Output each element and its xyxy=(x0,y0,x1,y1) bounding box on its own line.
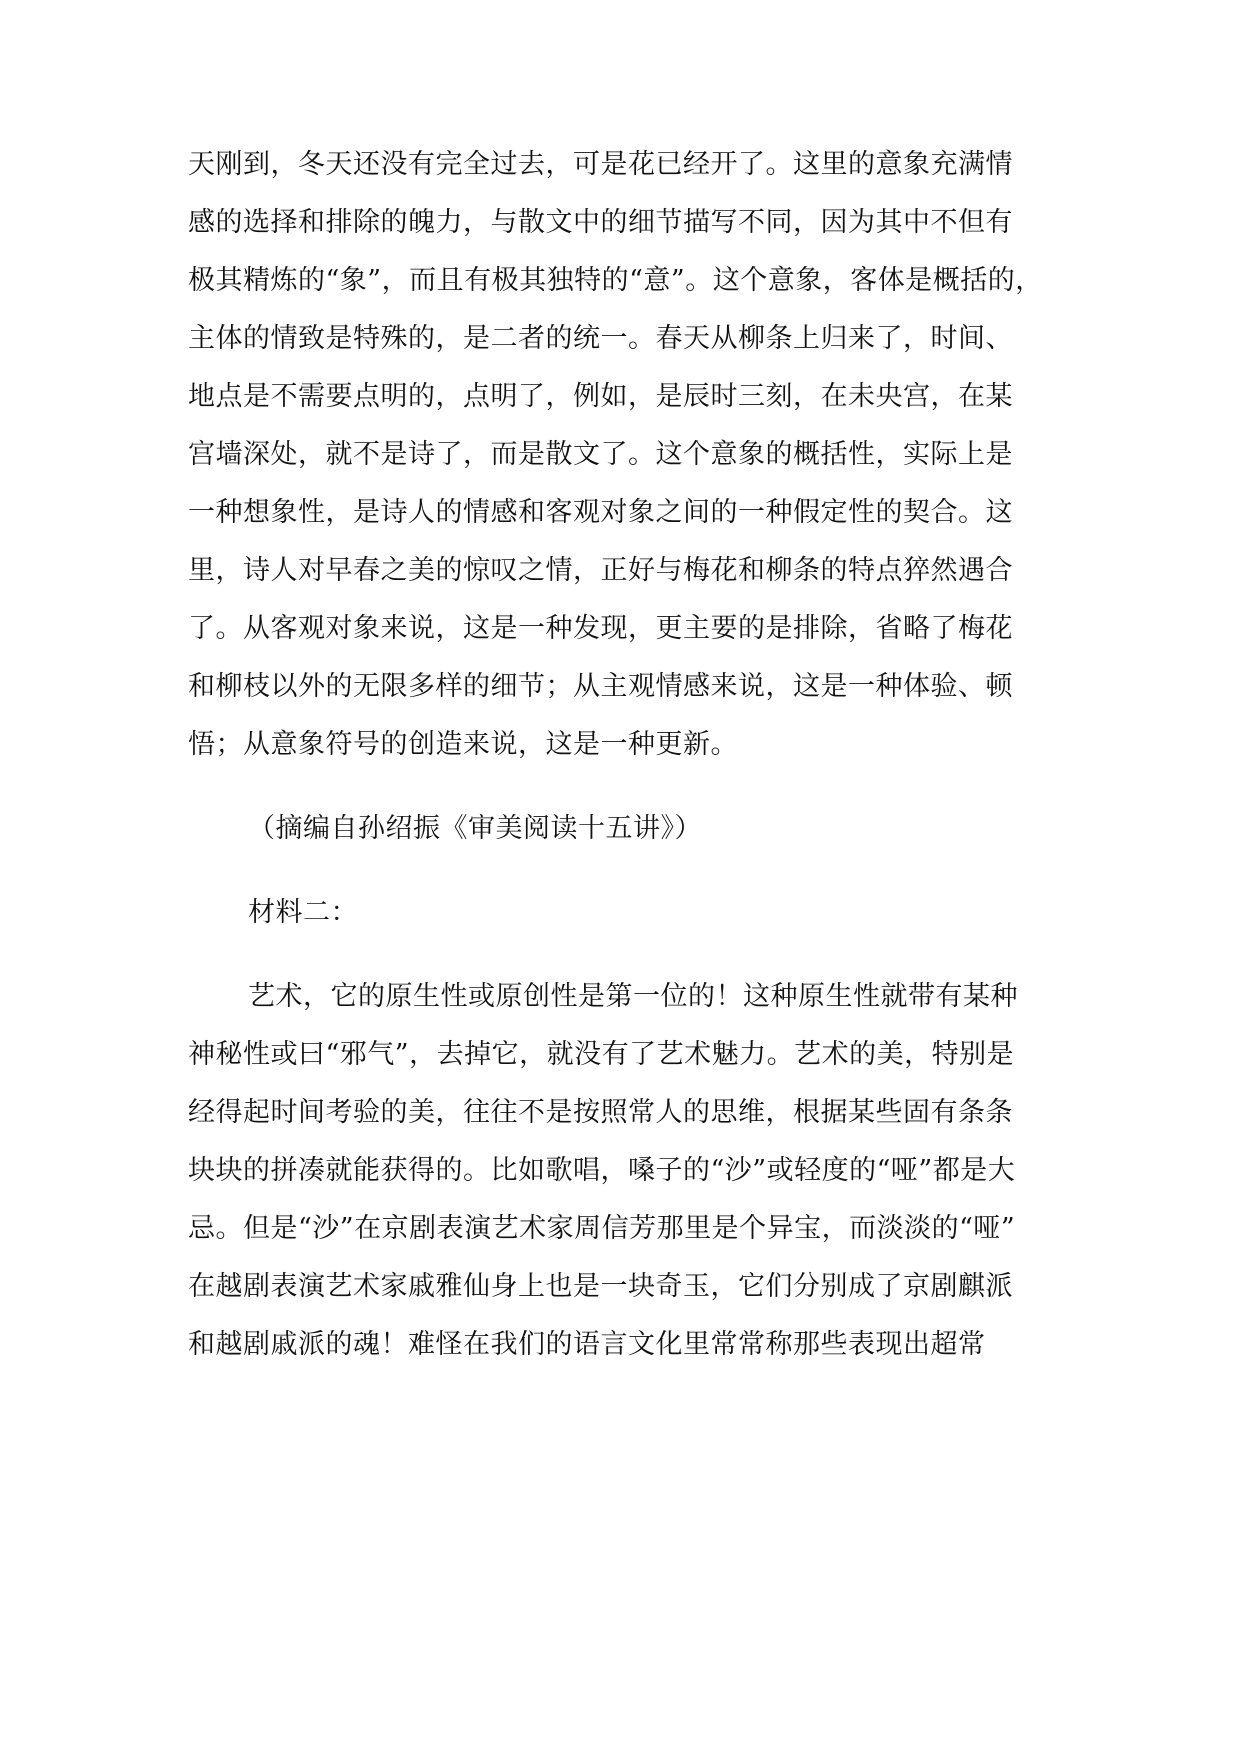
paragraph-1-line: 了。从客观对象来说，这是一种发现，更主要的是排除，省略了梅花 xyxy=(188,613,1013,644)
paragraph-1-line: 极其精炼的“象”，而且有极其独特的“意”。这个意象，客体是概括的， xyxy=(188,265,1043,296)
paragraph-1-line: 里，诗人对早春之美的惊叹之情，正好与梅花和柳条的特点猝然遇合 xyxy=(188,555,1013,586)
paragraph-2-line: 忌。但是“沙”在京剧表演艺术家周信芳那里是个异宝，而淡淡的“哑” xyxy=(188,1213,1016,1244)
source-note: （摘编自孙绍振《审美阅读十五讲》） xyxy=(248,813,702,844)
paragraph-2-line: 在越剧表演艺术家戚雅仙身上也是一块奇玉，它们分别成了京剧麒派 xyxy=(188,1271,1013,1302)
paragraph-2-line: 神秘性或曰“邪气”，去掉它，就没有了艺术魅力。艺术的美，特别是 xyxy=(188,1039,1015,1070)
paragraph-2-line: 经得起时间考验的美，往往不是按照常人的思维，根据某些固有条条 xyxy=(188,1097,1013,1128)
paragraph-2-line: 块块的拼凑就能获得的。比如歌唱，嗓子的“沙”或轻度的“哑”都是大 xyxy=(188,1155,1016,1186)
paragraph-1-line: 主体的情致是特殊的，是二者的统一。春天从柳条上归来了，时间、 xyxy=(188,323,1013,354)
paragraph-1-line: 宫墙深处，就不是诗了，而是散文了。这个意象的概括性，实际上是 xyxy=(188,439,1013,470)
paragraph-1-line: 一种想象性，是诗人的情感和客观对象之间的一种假定性的契合。这 xyxy=(188,497,1013,528)
material-2-heading: 材料二： xyxy=(248,897,358,928)
paragraph-1-line: 和柳枝以外的无限多样的细节；从主观情感来说，这是一种体验、顿 xyxy=(188,671,1013,702)
paragraph-2-line: 艺术，它的原生性或原创性是第一位的！这种原生性就带有某种 xyxy=(248,981,1018,1012)
paragraph-1-line: 感的选择和排除的魄力，与散文中的细节描写不同，因为其中不但有 xyxy=(188,207,1013,238)
paragraph-1-line: 地点是不需要点明的，点明了，例如，是辰时三刻，在未央宫，在某 xyxy=(188,381,1013,412)
paragraph-2-line: 和越剧戚派的魂！难怪在我们的语言文化里常常称那些表现出超常 xyxy=(188,1329,986,1360)
paragraph-1-line: 天刚到，冬天还没有完全过去，可是花已经开了。这里的意象充满情 xyxy=(188,149,1013,180)
paragraph-1-line: 悟；从意象符号的创造来说，这是一种更新。 xyxy=(188,729,738,760)
